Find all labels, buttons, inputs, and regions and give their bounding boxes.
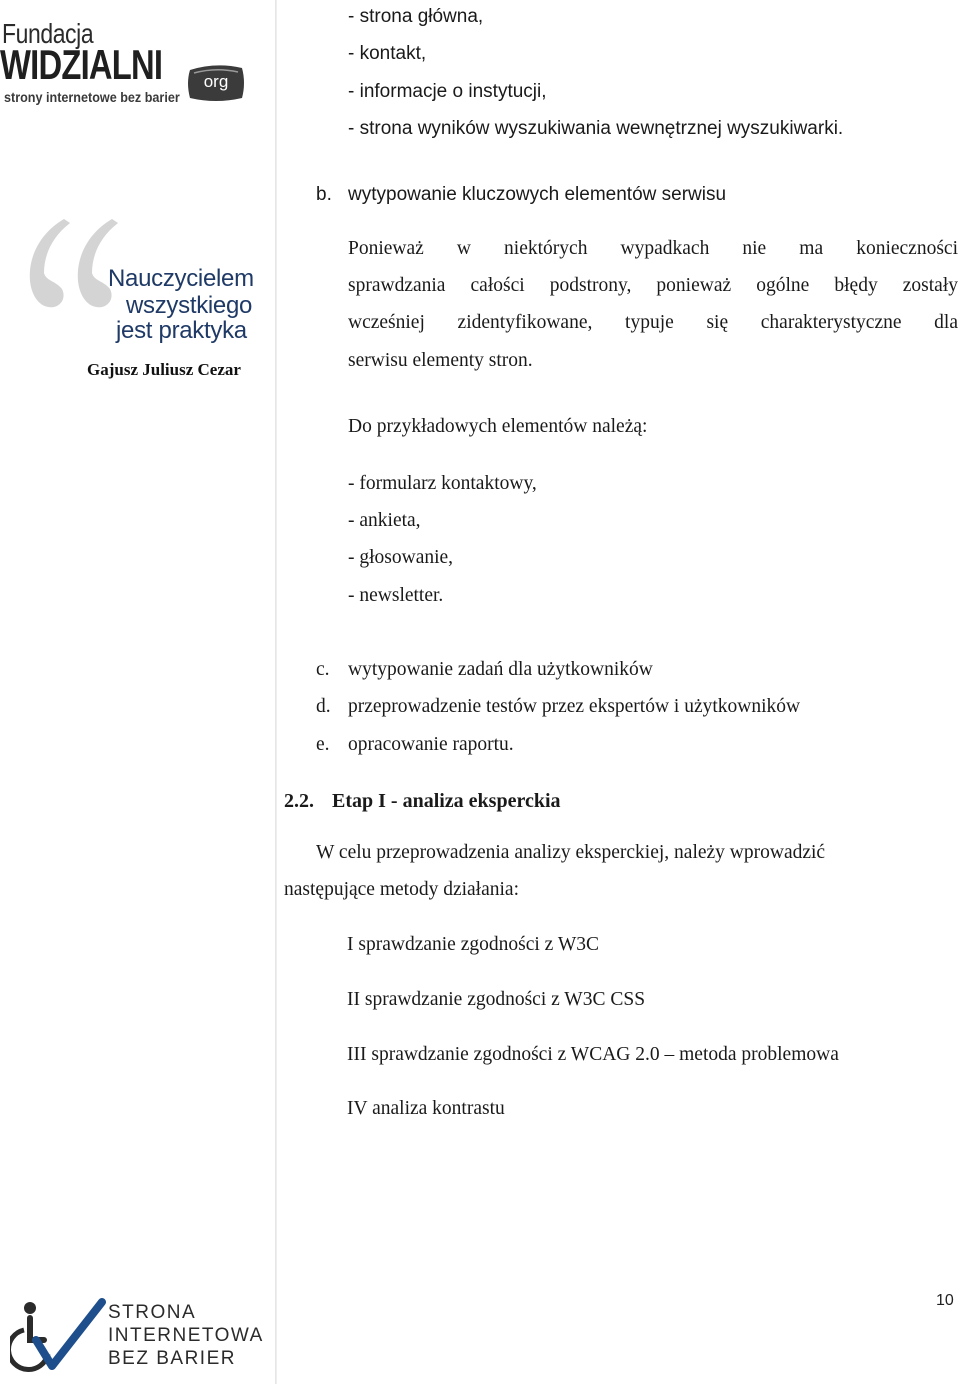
quote-block [22,215,262,385]
logo-org-badge [186,62,246,104]
page-number: 10 [936,1292,954,1309]
list-item: - ankieta, [348,510,421,531]
method-item: IV analiza kontrastu [347,1098,505,1119]
widzialni-logo [0,18,260,105]
quote-line-2: wszystkiego [126,292,253,319]
item-b-marker: b. [316,184,332,205]
footer-logo-line-2: INTERNETOWA [108,1325,264,1346]
section-paragraph-line: następujące metody działania: [284,879,519,900]
list-item: - kontakt, [348,43,427,64]
quote-line-1: Nauczycielem [108,265,254,292]
list-item: - formularz kontaktowy, [348,473,537,494]
list-item: - strona wyników wyszukiwania wewnętrznej wyszukiwarki. [348,118,844,139]
section-paragraph-line: W celu przeprowadzenia analizy eksperckiej, należy wprowadzić [316,842,826,863]
quote-line-3: jest praktyka [116,317,247,344]
paragraph-line: serwisu elementy stron. [348,350,533,371]
item-b-text: wytypowanie kluczowych elementów serwisu [348,184,727,205]
method-item: I sprawdzanie zgodności z W3C [347,934,599,955]
examples-intro: Do przykładowych elementów należą: [348,416,648,437]
logo-tagline: strony internetowe bez barier [4,89,180,105]
item-d-marker: d. [316,696,331,717]
sidebar [0,0,276,1384]
footer-logo-line-1: STRONA [108,1302,197,1323]
quote-author: Gajusz Juliusz Cezar [87,360,241,379]
footer-logo-line-3: BEZ BARIER [108,1348,236,1369]
item-c-marker: c. [316,659,330,680]
list-item: - strona główna, [348,6,484,27]
section-number: 2.2. [284,790,314,812]
method-item: II sprawdzanie zgodności z W3C CSS [347,989,646,1010]
section-title: Etap I - analiza eksperckia [332,790,561,812]
list-item: - newsletter. [348,585,444,606]
list-item: - informacje o instytucji, [348,81,547,102]
item-c-text: wytypowanie zadań dla użytkowników [348,659,653,680]
item-e-marker: e. [316,734,330,755]
paragraph-line: wcześniej zidentyfikowane, typuje się charakterystyczne dla [348,312,958,333]
logo-widzialni-text: WIDZIALNI [0,41,163,88]
method-item: III sprawdzanie zgodności z WCAG 2.0 – metoda problemowa [347,1044,839,1065]
list-item: - głosowanie, [348,547,454,568]
item-e-text: opracowanie raportu. [348,734,514,755]
accessibility-check-icon [10,1296,106,1372]
logo-fundacja-text: Fundacja [2,18,94,49]
strona-bez-barier-logo [10,1296,264,1376]
paragraph-line: sprawdzania całości podstrony, ponieważ ogólne błędy zostały [348,275,958,296]
item-d-text: przeprowadzenie testów przez ekspertów i użytkowników [348,696,801,717]
sidebar-divider [275,0,277,1384]
paragraph-line: Ponieważ w niektórych wypadkach nie ma konieczności [348,238,958,259]
logo-org-text: org [203,72,229,91]
